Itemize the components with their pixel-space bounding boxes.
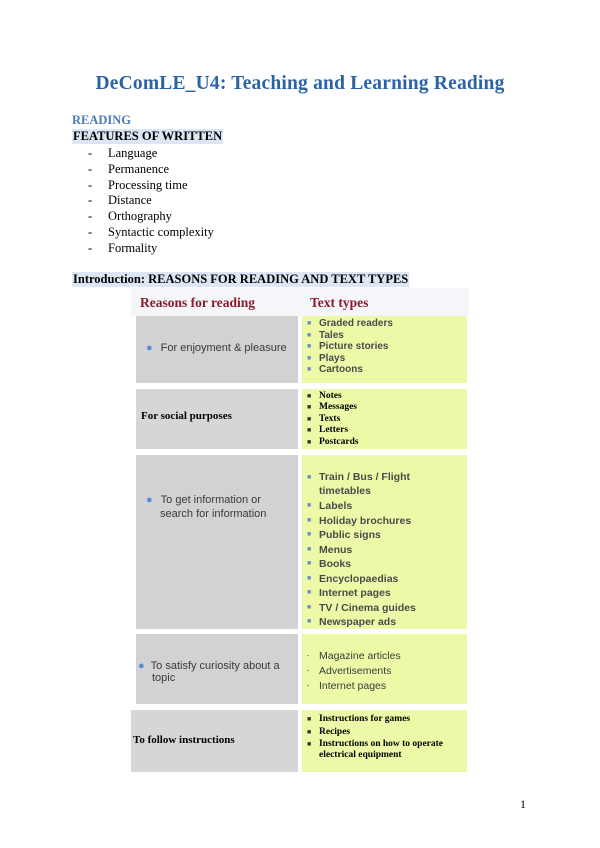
list-item: ■ Public signs (307, 529, 381, 541)
features-list (88, 146, 214, 257)
bullet-icon: ■ (307, 560, 312, 567)
list-item: - Formality (88, 240, 158, 255)
list-item: - Internet pages (307, 680, 387, 692)
text-types-box (302, 455, 467, 629)
reason-box (136, 316, 298, 383)
bullet-icon: ■ (307, 728, 312, 736)
bullet-icon: ■ (307, 320, 312, 327)
bullet-icon: ■ (307, 331, 312, 339)
list-item: ■ Plays (307, 352, 346, 364)
section-label: READING (72, 113, 132, 127)
list-item: ■ TV / Cinema guides (307, 601, 416, 614)
list-item: electrical equipment (319, 750, 402, 760)
bullet-icon: ■ (307, 403, 312, 412)
bullet-icon: ■ (307, 392, 312, 400)
list-item: ■ Picture stories (307, 341, 389, 353)
reason-label: To satisfy curiosity about a (150, 660, 280, 672)
list-item: - Permanence (88, 161, 170, 176)
list-item: ■ Cartoons (307, 364, 363, 376)
header-text-types: Text types (310, 295, 369, 310)
list-item: ■ Notes (307, 391, 342, 401)
bullet-icon: ● (138, 660, 145, 672)
reason-label-cont: topic (152, 672, 176, 684)
bullet-icon: ■ (307, 474, 312, 481)
bullet-icon: - (307, 653, 310, 660)
list-item: ■ Labels (307, 500, 353, 512)
list-item: - Distance (88, 193, 152, 208)
page-number: 1 (520, 797, 526, 811)
header-reasons: Reasons for reading (140, 295, 256, 310)
bullet-icon: - (307, 683, 310, 690)
list-item: - Syntactic complexity (88, 224, 214, 239)
list-item: ■ Encyclopaedias (307, 572, 399, 585)
bullet-icon: ■ (307, 516, 312, 524)
bullet-icon: ● (146, 494, 153, 506)
bullet-icon: - (307, 668, 310, 675)
list-item: - Magazine articles (307, 650, 401, 662)
bullet-icon: ■ (307, 426, 312, 435)
list-item: ■ Books (307, 558, 352, 570)
bullet-icon: ■ (307, 502, 312, 509)
list-item: ■ Texts (307, 413, 341, 424)
list-item: - Advertisements (307, 665, 392, 677)
reason-box (136, 455, 298, 629)
bullet-icon: ● (146, 342, 153, 354)
list-item: ■ Menus (307, 543, 353, 556)
reason-box (131, 710, 298, 772)
reasons-text-types-figure (131, 288, 469, 776)
list-item: ■ Letters (307, 425, 349, 436)
bullet-icon: ■ (307, 740, 312, 748)
bullet-icon: ■ (307, 618, 312, 625)
bullet-icon: ■ (307, 343, 312, 351)
reason-box (136, 389, 298, 449)
text-types-box (302, 634, 467, 704)
bullet-icon: ■ (307, 354, 312, 362)
list-item: ■ Recipes (307, 727, 351, 737)
bullet-icon: ■ (307, 574, 312, 582)
bullet-icon: ■ (307, 366, 312, 374)
reason-label: To get information or (160, 494, 261, 506)
list-item: - Orthography (88, 209, 172, 224)
text-types-box (302, 710, 467, 772)
list-item: ■ Holiday brochures (307, 514, 412, 527)
reason-label: For social purposes (141, 410, 232, 422)
list-item: ■ Graded readers (307, 318, 393, 329)
list-item: ■ Instructions for games (307, 714, 411, 724)
list-item: ■ Postcards (307, 436, 359, 447)
text-types-box (302, 316, 467, 383)
list-item: ■ Messages (307, 402, 357, 413)
reason-label: For enjoyment & pleasure (160, 342, 287, 354)
list-item: - Language (88, 146, 158, 160)
document-title: DeComLE_U4: Teaching and Learning Reading (95, 73, 505, 94)
intro-heading: Introduction: REASONS FOR READING AND TEXT TYPES (73, 272, 409, 286)
bullet-icon: ■ (307, 589, 312, 596)
figure-header (131, 288, 469, 316)
list-item: ■ Train / Bus / Flight (307, 471, 411, 483)
list-item: ■ Tales (307, 329, 344, 341)
list-item: ■ Internet pages (307, 587, 391, 599)
list-item: - Processing time (88, 177, 188, 192)
features-heading: FEATURES OF WRITTEN (73, 129, 223, 143)
bullet-icon: ■ (307, 545, 312, 553)
bullet-icon: ■ (307, 531, 312, 538)
text-types-box (302, 389, 467, 449)
list-item: timetables (319, 484, 371, 497)
reason-label: To follow instructions (133, 734, 235, 746)
list-item: ■ Newspaper ads (307, 616, 397, 628)
reason-box (136, 634, 298, 704)
bullet-icon: ■ (307, 603, 312, 611)
bullet-icon: ■ (307, 414, 312, 423)
list-item: ■ Instructions on how to operate (307, 739, 444, 749)
bullet-icon: ■ (307, 437, 312, 446)
reason-label-cont: search for information (160, 508, 267, 520)
bullet-icon: ■ (307, 715, 312, 723)
